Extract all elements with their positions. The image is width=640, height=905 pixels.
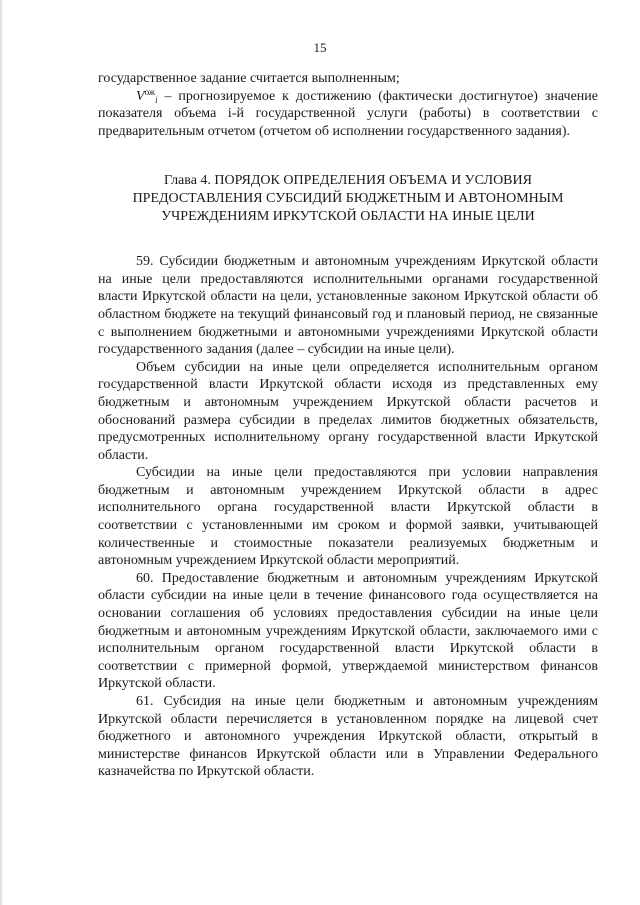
variable-dash: – <box>157 88 179 104</box>
paragraph-subsidy-volume: Объем субсидии на иные цели определяется исполнительным органом государственной власти Иркутской области исходя из представленных ему бюджетным и автономным учреждением Иркутской области расчетов и обоснований размера субсидии в пределах лимитов бюджетных обязательств, предусмотренных исполнительному органу государственной власти Иркутской области. <box>98 359 598 463</box>
variable-subscript: i <box>155 94 158 105</box>
paragraph-61: 61. Субсидия на иные цели бюджетным и автономным учреждениям Иркутской области перечисляется в установленном порядке на лицевой счет бюджетного и автономного учреждения Иркутской области, открытый в министерстве финансов Иркутской области или в Управлении Федерального казначейства по Иркутской области. <box>98 694 598 780</box>
scan-edge <box>0 0 3 905</box>
intro-line: государственное задание считается выполненным; <box>98 71 400 86</box>
chapter-title-line-2: ПРЕДОСТАВЛЕНИЯ СУБСИДИЙ БЮДЖЕТНЫМ И АВТОНОМНЫМ <box>132 190 564 206</box>
variable-superscript: ож <box>144 86 156 97</box>
chapter-title <box>98 172 598 225</box>
paragraph-60: 60. Предоставление бюджетным и автономным учреждениям Иркутской области субсидии на иные цели в течение финансового года осуществляется на основании соглашения об условиях предоставления субсидии на иные цели бюджетным и автономным учреждениям Иркутской области, заключаемого ими с исполнительным органом государственной власти Иркутской области в соответствии с примерной формой, утверждаемой министерством финансов Иркутской области. <box>98 570 598 692</box>
paragraph-subsidy-conditions: Субсидии на иные цели предоставляются при условии направления бюджетным и автономным учреждением Иркутской области в адрес исполнительного органа государственной власти Иркутской области в соответствии с установленными им сроком и формой заявки, учитывающей количественные и стоимостные показатели реализуемых бюджетным и автономным учреждением Иркутской области мероприятий. <box>98 465 598 569</box>
variable-definition-text: прогнозируемое к достижению (фактически достигнутое) значение показателя объема i-й государственной услуги (работы) в соответствии с предварительным отчетом (отчетом об исполнении государственного задания). <box>98 88 599 139</box>
document-body <box>98 70 598 781</box>
page-number: 15 <box>313 40 327 55</box>
chapter-title-line-3: УЧРЕЖДЕНИЯМ ИРКУТСКОЙ ОБЛАСТИ НА ИНЫЕ ЦЕЛИ <box>161 208 535 224</box>
chapter-title-line-1: Глава 4. ПОРЯДОК ОПРЕДЕЛЕНИЯ ОБЪЕМА И УСЛОВИЯ <box>164 173 532 189</box>
paragraph-59: 59. Субсидии бюджетным и автономным учреждениям Иркутской области на иные цели предоставляются исполнительными органами государственной власти Иркутской области на цели, установленные законом Иркутской области об областном бюджете на текущий финансовый год и плановый период, не связанные с выполнением бюджетными и автономными учреждениями Иркутской области государственного задания (далее – субсидии на иные цели). <box>98 254 598 358</box>
variable-definition <box>98 88 598 141</box>
variable-symbol: $V^{ож}_i$ <box>136 86 158 105</box>
